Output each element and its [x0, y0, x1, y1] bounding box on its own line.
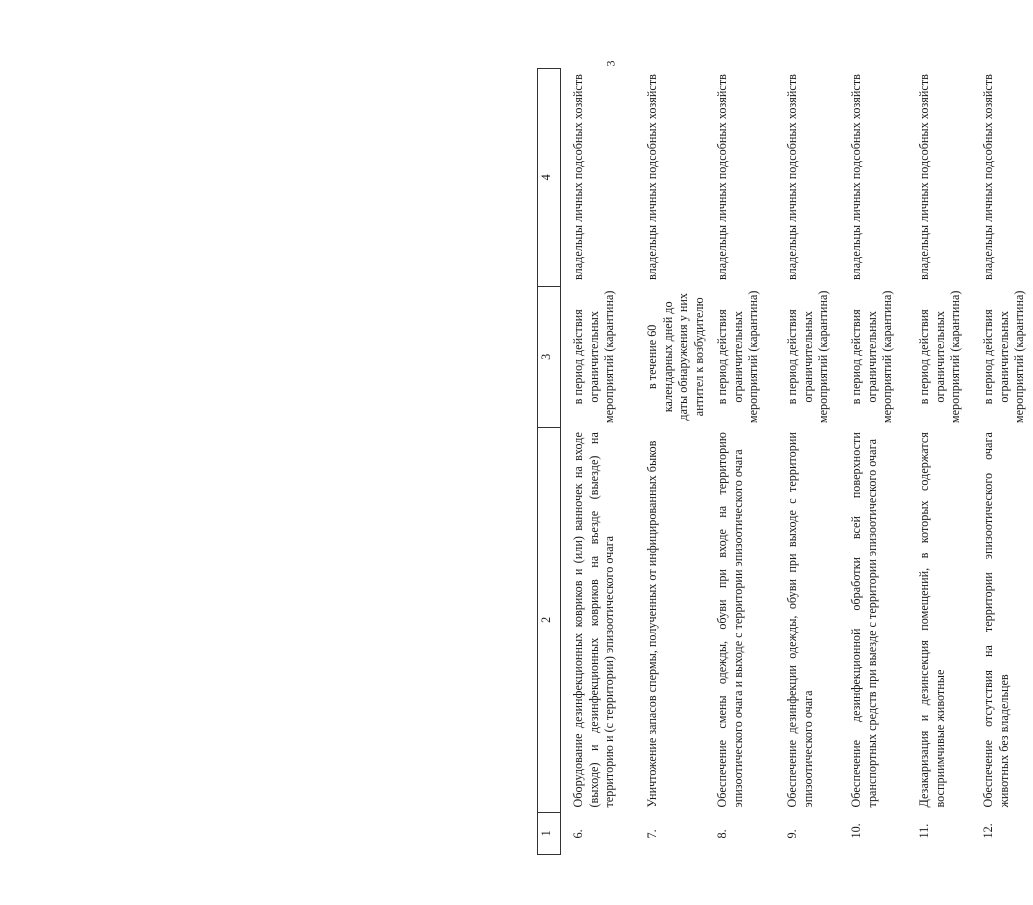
- row-responsible: владельцы личных подсобных хозяйств: [709, 69, 779, 287]
- row-responsible: владельцы личных подсобных хозяйств: [843, 69, 911, 287]
- row-term: в период действия ограничительных мероприятий (карантина): [709, 286, 779, 428]
- table-row: [911, 69, 975, 855]
- row-number: 11.: [917, 823, 931, 839]
- row-event: Уничтожение запасов спермы, полученных от инфицированных быков: [637, 428, 709, 812]
- header-col-4: 4: [538, 69, 561, 287]
- table-row: [779, 69, 843, 855]
- page-number: 3: [603, 60, 618, 67]
- table-row: [975, 69, 1033, 855]
- row-event: Обеспечение смены одежды, обуви при входе на территорию эпизоотического очага и выходе с территории эпизоотического очага: [709, 428, 779, 812]
- row-term: в период действия ограничительных мероприятий (карантина): [975, 286, 1033, 428]
- row-event: Обеспечение отсутствия на территории эпизоотического очага животных без владельцев: [975, 428, 1033, 812]
- row-responsible: владельцы личных подсобных хозяйств: [911, 69, 975, 287]
- row-event: Обеспечение дезинфекции одежды, обуви при выходе с территории эпизоотического очага: [779, 428, 843, 812]
- table-row: [843, 69, 911, 855]
- table-row: [709, 69, 779, 855]
- row-term: в период действия ограничительных мероприятий (карантина): [911, 286, 975, 428]
- header-col-3: 3: [538, 286, 561, 428]
- row-event: Обеспечение дезинфекционной обработки всей поверхности транспортных средств при выезде с территории эпизоотического очага: [843, 428, 911, 812]
- row-number: 10.: [849, 823, 863, 839]
- row-number: 8.: [715, 829, 729, 839]
- row-term: в течение 60 календарных дней до даты обнаружения у них антител к возбудителю: [637, 286, 709, 428]
- header-col-2: 2: [538, 428, 561, 812]
- row-event: Дезакаризация и дезинсекция помещений, в которых содержатся восприимчивые животные: [911, 428, 975, 812]
- row-event: Оборудование дезинфекционных ковриков и (или) ванночек на входе (выходе) и дезинфекционных ковриков на въезде (выезде) на территорию и (с территории) эпизоотического очага: [561, 428, 638, 812]
- row-number: 12.: [981, 823, 995, 839]
- row-responsible: владельцы личных подсобных хозяйств: [561, 69, 638, 287]
- table-body: [561, 69, 1033, 855]
- row-responsible: владельцы личных подсобных хозяйств: [779, 69, 843, 287]
- row-number: 6.: [571, 829, 585, 839]
- row-responsible: владельцы личных подсобных хозяйств: [637, 69, 709, 287]
- measures-table: [537, 68, 1033, 855]
- table-header: [538, 69, 561, 855]
- row-number: 9.: [785, 829, 799, 839]
- row-term: в период действия ограничительных мероприятий (карантина): [561, 286, 638, 428]
- table-row: [637, 69, 709, 855]
- row-number: 7.: [645, 829, 659, 839]
- row-term: в период действия ограничительных мероприятий (карантина): [843, 286, 911, 428]
- row-term: в период действия ограничительных мероприятий (карантина): [779, 286, 843, 428]
- header-col-1: 1: [538, 812, 561, 854]
- table-row: [561, 69, 638, 855]
- rotated-table-container: [537, 68, 1026, 855]
- row-responsible: владельцы личных подсобных хозяйств: [975, 69, 1033, 287]
